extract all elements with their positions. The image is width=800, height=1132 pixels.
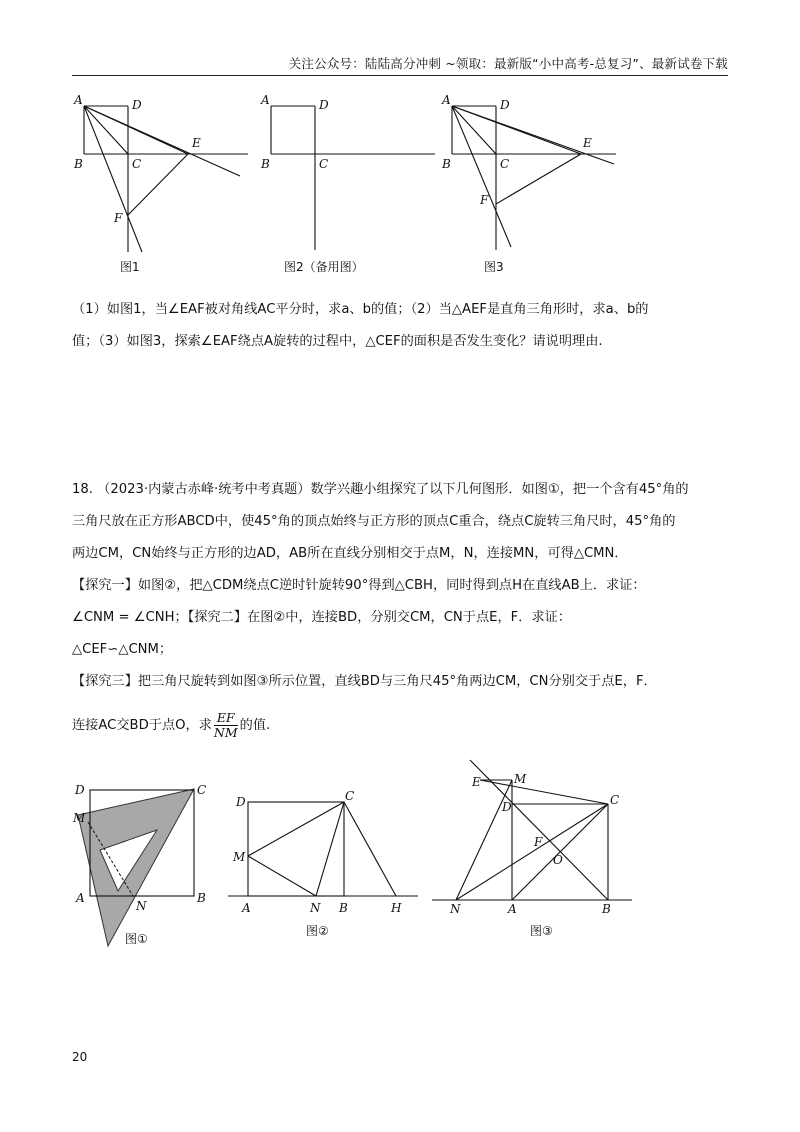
label-A: A <box>242 901 251 915</box>
label-C: C <box>132 157 142 171</box>
bottom-figure-1-diagram <box>70 780 220 950</box>
label-D: D <box>500 98 510 112</box>
label-A: A <box>74 93 83 107</box>
problem-18-line-1: 18. （2023·内蒙古赤峰·统考中考真题）数学兴趣小组探究了以下几何图形．如图①，把一个含有45°角的 <box>72 482 689 497</box>
label-C: C <box>610 793 620 807</box>
top-figure-1-diagram <box>70 92 250 257</box>
label-C: C <box>345 789 355 803</box>
label-D: D <box>319 98 329 112</box>
bottom-figure-2 <box>228 788 418 918</box>
bottom-figure-1-caption: 图① <box>125 932 148 946</box>
top-figure-2-diagram <box>255 92 440 257</box>
bottom-figure-2-diagram <box>228 788 418 918</box>
label-B: B <box>339 901 348 915</box>
bottom-figure-3-caption: 图③ <box>530 924 553 938</box>
problem-18-text <box>72 474 732 742</box>
top-figure-3-caption: 图3 <box>484 260 504 274</box>
problem-18-line-4: 【探究一】如图②，把△CDM绕点C逆时针旋转90°得到△CBH，同时得到点H在直线AB上．求证： <box>72 578 646 593</box>
fraction-numerator: EF <box>214 711 238 726</box>
problem-18-line-8 <box>72 710 732 742</box>
label-A: A <box>76 891 85 905</box>
label-B: B <box>197 891 206 905</box>
bottom-figure-1 <box>70 780 220 950</box>
problem-18-line-8-pre: 连接AC交BD于点O，求 <box>72 718 212 733</box>
label-M: M <box>233 850 246 864</box>
label-A: A <box>442 93 451 107</box>
label-B: B <box>442 157 451 171</box>
top-figure-2 <box>255 92 440 257</box>
label-D: D <box>236 795 246 809</box>
problem-18-line-7: 【探究三】把三角尺旋转到如图③所示位置，直线BD与三角尺45°角两边CM，CN分别交于点E，F． <box>72 674 657 689</box>
label-D: D <box>502 800 512 814</box>
problem-17-text <box>72 294 732 358</box>
problem-18-line-3: 两边CM，CN始终与正方形的边AD，AB所在直线分别相交于点M，N，连接MN，可得△CMN． <box>72 546 628 561</box>
top-figure-1 <box>70 92 250 257</box>
label-C: C <box>500 157 510 171</box>
fraction-denominator: NM <box>213 724 238 740</box>
label-A: A <box>508 902 517 916</box>
label-D: D <box>75 783 85 797</box>
label-F: F <box>534 835 543 849</box>
problem-18-line-6: △CEF∽△CNM； <box>72 642 173 657</box>
label-O: O <box>553 853 563 867</box>
label-F: F <box>480 193 489 207</box>
label-B: B <box>74 157 83 171</box>
page-header: 关注公众号：陆陆高分冲刺 ~领取：最新版“小中高考-总复习”、最新试卷下载 <box>72 55 728 76</box>
label-A: A <box>261 93 270 107</box>
label-B: B <box>261 157 270 171</box>
problem-17-line-2: 值；（3）如图3，探索∠EAF绕点A旋转的过程中，△CEF的面积是否发生变化？请说明理由. <box>72 334 603 349</box>
label-E: E <box>583 136 592 150</box>
label-E: E <box>472 775 481 789</box>
problem-17-line-1: （1）如图1，当∠EAF被对角线AC平分时，求a、b的值；（2）当△AEF是直角三角形时，求a、b的 <box>72 302 649 317</box>
top-figure-2-caption: 图2（备用图） <box>284 260 364 274</box>
page-number: 20 <box>72 1050 88 1064</box>
problem-18-line-5: ∠CNM = ∠CNH；【探究二】在图②中，连接BD，分别交CM，CN于点E，F．求证： <box>72 610 572 625</box>
top-figure-3-diagram <box>436 92 621 257</box>
label-C: C <box>197 783 207 797</box>
problem-18-line-8-post: 的值. <box>239 718 271 733</box>
label-B: B <box>602 902 611 916</box>
label-M: M <box>73 811 86 825</box>
label-C: C <box>319 157 329 171</box>
problem-18-line-2: 三角尺放在正方形ABCD中，使45°角的顶点始终与正方形的顶点C重合，绕点C旋转三角尺时，45°角的 <box>72 514 676 529</box>
fraction-ef-over-nm <box>214 711 238 740</box>
label-D: D <box>132 98 142 112</box>
label-N: N <box>136 899 147 913</box>
top-figure-1-caption: 图1 <box>120 260 140 274</box>
top-figure-3 <box>436 92 621 257</box>
label-F: F <box>114 211 123 225</box>
label-M: M <box>514 772 527 786</box>
label-E: E <box>192 136 201 150</box>
bottom-figure-2-caption: 图② <box>306 924 329 938</box>
label-N: N <box>310 901 321 915</box>
label-N: N <box>450 902 461 916</box>
bottom-figure-3 <box>432 758 632 918</box>
label-H: H <box>391 901 402 915</box>
bottom-figure-3-diagram <box>432 758 632 918</box>
